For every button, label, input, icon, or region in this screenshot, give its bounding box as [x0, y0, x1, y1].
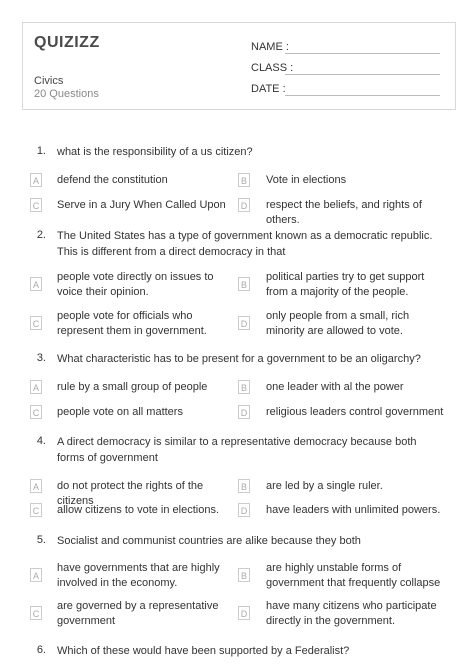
option-text: only people from a small, rich minority are allowed to vote. [266, 310, 410, 337]
question-number: 2. [36, 229, 46, 241]
option-letter-box: A [30, 479, 42, 493]
question-text: what is the responsibility of a us citizen? [57, 146, 253, 158]
quizizz-logo: QUIZIZZ [34, 34, 100, 51]
option-letter-box: A [30, 568, 42, 582]
option-text: respect the beliefs, and rights of others. [266, 199, 422, 226]
option-text: people vote for officials who represent them in government. [57, 310, 207, 337]
class-label: CLASS : [251, 62, 294, 74]
option-text: do not protect the rights of the citizens [57, 480, 204, 507]
option-text: religious leaders control government [266, 406, 444, 418]
worksheet-title: Civics [34, 75, 64, 87]
option-text: allow citizens to vote in elections. [57, 504, 220, 516]
question-text: Which of these would have been supported by a Federalist? [57, 645, 350, 657]
option-letter-box: C [30, 198, 42, 212]
option-letter-box: C [30, 606, 42, 620]
name-label: NAME : [251, 41, 289, 53]
question-number: 4. [36, 435, 46, 447]
question-number: 1. [36, 145, 46, 157]
option-letter-box: B [238, 479, 250, 493]
option-letter-box: D [238, 606, 250, 620]
option-text: have leaders with unlimited powers. [266, 504, 441, 516]
option-letter-box: A [30, 380, 42, 394]
question-number: 5. [36, 534, 46, 546]
option-letter-box: C [30, 316, 42, 330]
option-text: have governments that are highly involved in the economy. [57, 562, 220, 589]
name-line [285, 53, 440, 54]
question-number: 3. [36, 352, 46, 364]
option-text: Serve in a Jury When Called Upon [57, 199, 226, 211]
option-text: people vote on all matters [57, 406, 183, 418]
worksheet-header [0, 0, 474, 118]
question-text: A direct democracy is similar to a representative democracy because both forms of government [57, 436, 417, 464]
option-letter-box: D [238, 316, 250, 330]
option-text: have many citizens who participate directly in the government. [266, 600, 437, 627]
date-label: DATE : [251, 83, 286, 95]
question-text: What characteristic has to be present for a government to be an oligarchy? [57, 353, 421, 365]
question-text: The United States has a type of government known as a democratic republic. This is different from a direct democracy in that [57, 230, 433, 258]
option-letter-box: D [238, 405, 250, 419]
option-letter-box: C [30, 405, 42, 419]
option-letter-box: A [30, 277, 42, 291]
option-text: are led by a single ruler. [266, 480, 383, 492]
option-text: are highly unstable forms of government that frequently collapse [266, 562, 441, 589]
option-letter-box: A [30, 173, 42, 187]
option-text: people vote directly on issues to voice their opinion. [57, 271, 214, 298]
option-text: political parties try to get support from a majority of the people. [266, 271, 425, 298]
option-letter-box: B [238, 277, 250, 291]
date-line [285, 95, 440, 96]
option-text: one leader with al the power [266, 381, 404, 393]
option-letter-box: B [238, 173, 250, 187]
option-text: rule by a small group of people [57, 381, 208, 393]
option-text: Vote in elections [266, 174, 347, 186]
option-text: defend the constitution [57, 174, 168, 186]
question-count: 20 Questions [34, 88, 99, 100]
option-letter-box: C [30, 503, 42, 517]
option-letter-box: D [238, 198, 250, 212]
option-letter-box: B [238, 380, 250, 394]
question-text: Socialist and communist countries are alike because they both [57, 535, 361, 547]
question-number: 6. [36, 644, 46, 656]
option-text: are governed by a representative government [57, 600, 219, 627]
class-line [285, 74, 440, 75]
option-letter-box: B [238, 568, 250, 582]
option-letter-box: D [238, 503, 250, 517]
